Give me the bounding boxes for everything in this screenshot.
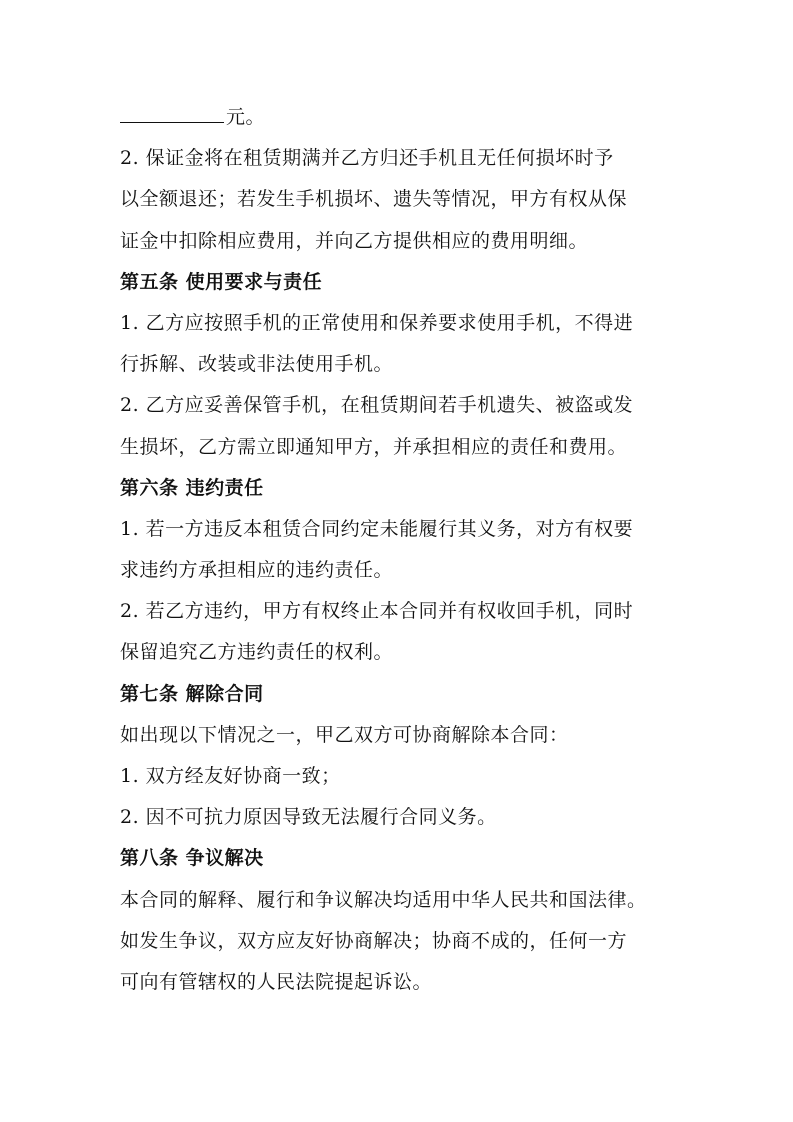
clause-7-item-2: 2. 因不可抗力原因导致无法履行合同义务。 — [120, 806, 497, 829]
clause-8-line-2: 如发生争议，双方应友好协商解决；协商不成的，任何一方 — [120, 929, 628, 952]
clause-7-item-1: 1. 双方经友好协商一致； — [120, 765, 341, 787]
clause-6-item-2-line-2: 保留追究乙方违约责任的权利。 — [120, 641, 394, 664]
amount-line — [120, 97, 692, 138]
amount-blank — [120, 108, 224, 123]
clause-5-item-1-line-1: 1. 乙方应按照手机的正常使用和保养要求使用手机，不得进 — [120, 311, 634, 334]
clause-8-line-1: 本合同的解释、履行和争议解决均适用中华人民共和国法律。 — [120, 888, 647, 911]
clause-8-line-3: 可向有管辖权的人民法院提起诉讼。 — [120, 970, 433, 993]
clause-6-item-1-line-1: 1. 若一方违反本租赁合同约定未能履行其义务，对方有权要 — [120, 517, 634, 540]
clause-6-item-2-line-1: 2. 若乙方违约，甲方有权终止本合同并有权收回手机，同时 — [120, 600, 634, 623]
document-body — [120, 97, 692, 1003]
clause-5-heading: 第五条 使用要求与责任 — [120, 270, 323, 293]
clause-5-item-1-line-2: 行拆解、改装或非法使用手机。 — [120, 353, 394, 376]
clause-6-heading: 第六条 违约责任 — [120, 476, 264, 499]
clause-5-item-2-line-1: 2. 乙方应妥善保管手机，在租赁期间若手机遗失、被盗或发 — [120, 394, 634, 417]
clause-4-item-2-line-2: 以全额退还；若发生手机损坏、遗失等情况，甲方有权从保 — [120, 188, 628, 211]
clause-7-heading: 第七条 解除合同 — [120, 682, 264, 705]
clause-8-heading: 第八条 争议解决 — [120, 847, 264, 870]
clause-5-item-2-line-2: 生损坏，乙方需立即通知甲方，并承担相应的责任和费用。 — [120, 435, 628, 458]
clause-4-item-2-line-3: 证金中扣除相应费用，并向乙方提供相应的费用明细。 — [120, 229, 589, 252]
clause-4-item-2-line-1: 2. 保证金将在租赁期满并乙方归还手机且无任何损坏时予 — [120, 147, 614, 170]
amount-suffix: 元。 — [226, 106, 266, 128]
clause-6-item-1-line-2: 求违约方承担相应的违约责任。 — [120, 559, 394, 582]
clause-7-intro: 如出现以下情况之一，甲乙双方可协商解除本合同： — [120, 723, 569, 746]
